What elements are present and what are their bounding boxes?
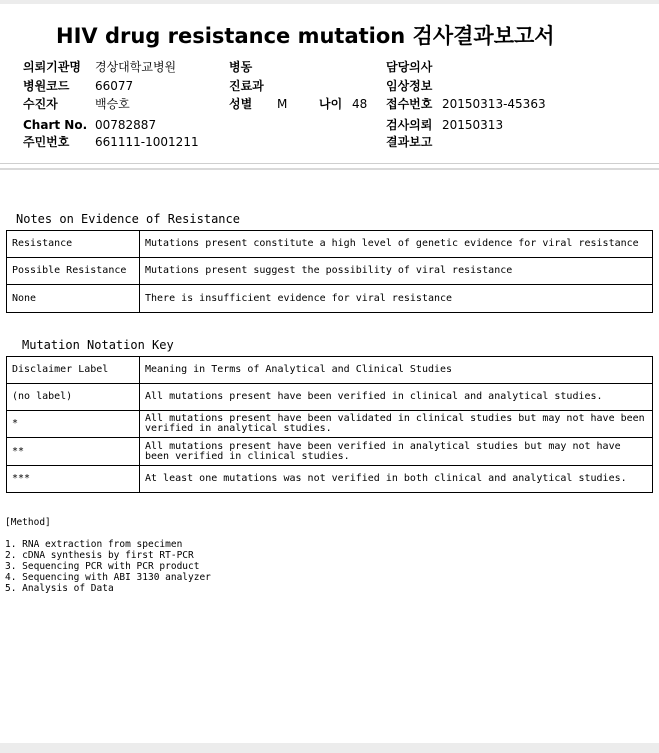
bottom-margin-bar [0, 743, 659, 753]
field-label: 병원코드 [23, 79, 70, 93]
table-row [7, 357, 653, 384]
notation-table [6, 356, 653, 493]
notation-term: * [7, 411, 140, 438]
notation-text: All mutations present have been verified in analytical studies but may not have been verified in clinical studies. [140, 438, 653, 466]
notation-text: Meaning in Terms of Analytical and Clinical Studies [140, 357, 653, 384]
evidence-text: Mutations present suggest the possibility of viral resistance [140, 258, 653, 285]
table-row [7, 411, 653, 438]
field-value: 경상대학교병원 [95, 60, 177, 74]
table-row [7, 231, 653, 258]
table-row [7, 466, 653, 493]
field-clinical-info-label: 임상정보 [386, 79, 433, 93]
field-receipt-no-value: 20150313-45363 [442, 97, 546, 111]
method-step: 2. cDNA synthesis by first RT-PCR [5, 550, 194, 561]
field-age-value: 48 [352, 97, 368, 111]
method-step: 3. Sequencing PCR with PCR product [5, 561, 200, 572]
field-chart-no [23, 118, 87, 132]
field-label: 주민번호 [23, 135, 70, 149]
evidence-text: There is insufficient evidence for viral resistance [140, 285, 653, 313]
table-row [7, 438, 653, 466]
evidence-term: None [7, 285, 140, 313]
notation-term: ** [7, 438, 140, 466]
evidence-term: Resistance [7, 231, 140, 258]
field-patient [23, 97, 58, 111]
table-row [7, 285, 653, 313]
field-value: 00782887 [95, 118, 157, 132]
table-row [7, 384, 653, 411]
notation-term: Disclaimer Label [7, 357, 140, 384]
method-step: 1. RNA extraction from specimen [5, 539, 183, 550]
evidence-section-title: Notes on Evidence of Resistance [16, 212, 240, 226]
field-sex-value: M [277, 97, 288, 111]
notation-term: (no label) [7, 384, 140, 411]
evidence-term: Possible Resistance [7, 258, 140, 285]
method-step: 4. Sequencing with ABI 3130 analyzer [5, 572, 211, 583]
evidence-table [6, 230, 653, 313]
notation-section-title: Mutation Notation Key [22, 338, 174, 352]
header-divider [0, 163, 659, 164]
notation-text: All mutations present have been verified in clinical and analytical studies. [140, 384, 653, 411]
field-sex-label: 성별 [229, 97, 253, 111]
field-value: 66077 [95, 79, 134, 93]
table-row [7, 258, 653, 285]
notation-term: *** [7, 466, 140, 493]
field-request-date-value: 20150313 [442, 118, 504, 132]
field-age-label: 나이 [319, 97, 343, 111]
report-title: HIV drug resistance mutation 검사결과보고서 [56, 24, 555, 48]
field-request-date-label: 검사의뢰 [386, 118, 433, 132]
field-report-date-label: 결과보고 [386, 135, 433, 149]
field-label: Chart No. [23, 118, 88, 132]
method-step: 5. Analysis of Data [5, 583, 114, 594]
field-label: 의뢰기관명 [23, 60, 81, 74]
field-hospital-code [23, 79, 69, 93]
field-value: 661111-1001211 [95, 135, 199, 149]
field-value: 백승호 [95, 97, 130, 111]
field-label: 수진자 [23, 97, 58, 111]
method-title: [Method] [5, 517, 51, 528]
notation-text: At least one mutations was not verified in both clinical and analytical studies. [140, 466, 653, 493]
field-receipt-no-label: 접수번호 [386, 97, 433, 111]
field-resident-number [23, 135, 69, 149]
top-margin-bar [0, 0, 659, 4]
evidence-text: Mutations present constitute a high level of genetic evidence for viral resistance [140, 231, 653, 258]
notation-text: All mutations present have been validated in clinical studies but may not have been verified in analytical studies. [140, 411, 653, 438]
field-physician-label: 담당의사 [386, 60, 433, 74]
header-divider-shadow [0, 168, 659, 170]
field-department-label: 진료과 [229, 79, 264, 93]
field-ward-label: 병동 [229, 60, 253, 74]
field-requesting-institution [23, 60, 81, 74]
